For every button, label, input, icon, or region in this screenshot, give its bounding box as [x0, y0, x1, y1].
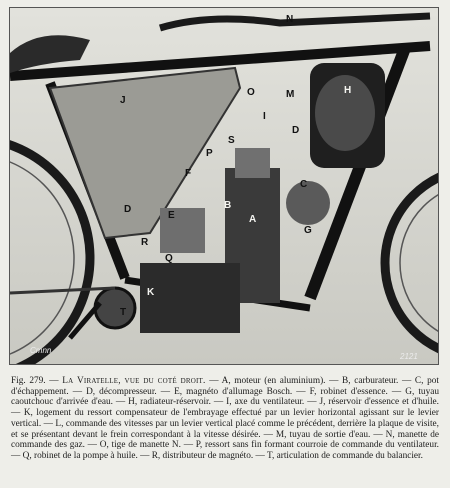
- label-B: B: [224, 200, 232, 211]
- label-E: E: [168, 210, 175, 221]
- crankcase: [140, 263, 240, 333]
- label-K: K: [147, 287, 155, 298]
- figure-legend: — A, moteur (en aluminium). — B, carburateur. — C, pot d'échappement. — D, décompresseur. — E, magnéto d'allumage Bosch. — F, robinet d'essence. — G, tuyau caoutchouc d'arrivée d'eau. — H, radiateur-réservoir. — I, axe du ventilateur. — J, réservoir d'essence et d'huile. — K, logement du ressort compensateur de l'embrayage effectué par un levier horizontal agissant sur le levier vertical. — L, commande des vitesses par un levier vertical placé comme le précédent, derrière la plaque de visite, et se présentant devant le frein correspondant à la vitesse désirée. — M, tuyau de sortie d'eau. — N, manette de commande des gaz. — O, tige de manette N. — P, ressort sans fin formant courroie de commande du ventilateur. — Q, robinet de la pompe à huile. — R, distributeur de magnéto. — T, articulation de commande du balancier.: [11, 376, 439, 461]
- photo-credit-left: Cmnn: [30, 346, 52, 355]
- photo-credit-right: 2121: [400, 352, 418, 361]
- label-Q: Q: [165, 253, 173, 264]
- figure-number: Fig. 279.: [11, 376, 46, 386]
- label-G: G: [304, 225, 312, 236]
- label-I: I: [263, 111, 266, 122]
- motorcycle-photo: [9, 7, 439, 365]
- magneto: [160, 208, 205, 253]
- figure-caption: Fig. 279. — La Viratelle, vue du coté droit. — A, moteur (en aluminium). — B, carburateur. — C, pot d'échappement. — D, décompresseur. — E, magnéto d'allumage Bosch. — F, robinet d'essence. — G, tuyau caoutchouc d'arrivée d'eau. — H, radiateur-réservoir. — I, axe du ventilateur. — J, réservoir d'essence et d'huile. — K, logement du ressort compensateur de l'embrayage effectué par un levier horizontal agissant sur le levier vertical. — L, commande des vitesses par un levier vertical placé comme le précédent, derrière la plaque de visite, et se présentant devant le frein correspondant à la vitesse désirée. — M, tuyau de sortie d'eau. — N, manette de commande des gaz. — O, tige de manette N. — P, ressort sans fin formant courroie de commande du ventilateur. — Q, robinet de la pompe à huile. — R, distributeur de magnéto. — T, articulation de commande du balancier.: [11, 376, 439, 461]
- label-M: M: [286, 89, 295, 100]
- label-O: O: [247, 87, 255, 98]
- label-H: H: [344, 85, 352, 96]
- label-P: P: [206, 148, 213, 159]
- label-C: C: [300, 179, 308, 190]
- pulley: [95, 288, 135, 328]
- label-R: R: [141, 237, 149, 248]
- label-T: T: [120, 307, 127, 318]
- label-F: F: [185, 168, 192, 179]
- exhaust-pot: [286, 181, 330, 225]
- figure-title: La Viratelle, vue du coté droit.: [62, 376, 206, 386]
- motorcycle-illustration: [10, 8, 438, 364]
- label-S: S: [228, 135, 235, 146]
- label-N: N: [286, 14, 294, 25]
- label-D-top: D: [292, 125, 300, 136]
- label-D-left: D: [124, 204, 132, 215]
- label-A: A: [249, 214, 257, 225]
- label-J: J: [120, 95, 126, 106]
